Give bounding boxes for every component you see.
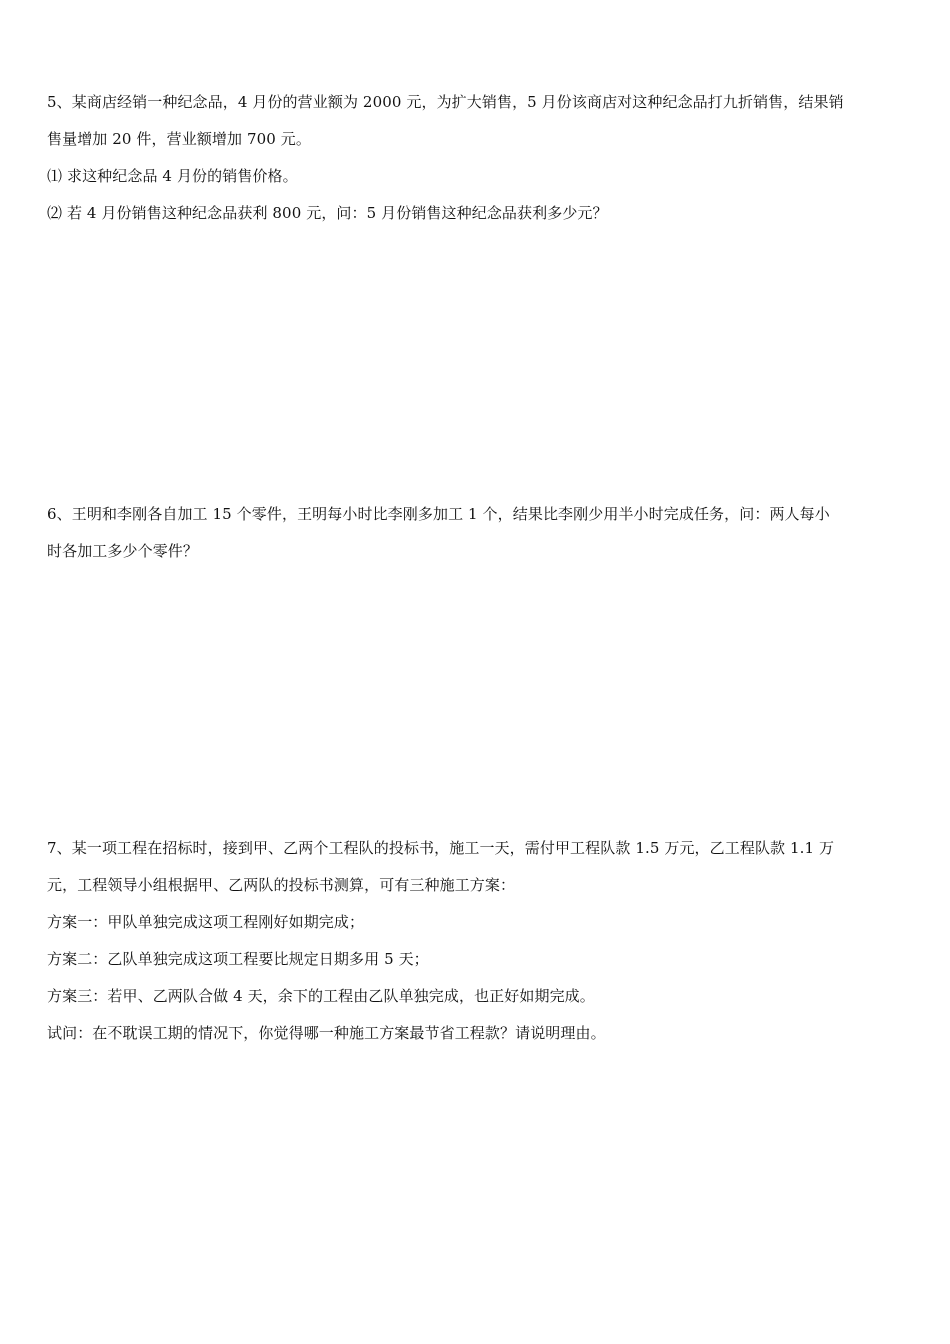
- problem-6: [47, 496, 907, 570]
- problem-5: [47, 84, 907, 232]
- problem-7-plan-3: 方案三：若甲、乙两队合做 4 天，余下的工程由乙队单独完成，也正好如期完成。: [47, 987, 595, 1005]
- problem-7: [47, 830, 907, 1052]
- problem-7-line-1: 7、某一项工程在招标时，接到甲、乙两个工程队的投标书，施工一天，需付甲工程队款 1.5 万元，乙工程队款 1.1 万: [47, 839, 835, 857]
- problem-5-part-2: ⑵ 若 4 月份销售这种纪念品获利 800 元，问：5 月份销售这种纪念品获利多少元？: [47, 204, 608, 222]
- problem-6-line-1: 6、王明和李刚各自加工 15 个零件，王明每小时比李刚多加工 1 个，结果比李刚少用半小时完成任务，问：两人每小: [47, 505, 830, 523]
- problem-7-line-2: 元，工程领导小组根据甲、乙两队的投标书测算，可有三种施工方案：: [47, 876, 516, 894]
- problem-7-plan-2: 方案二：乙队单独完成这项工程要比规定日期多用 5 天；: [47, 950, 429, 968]
- problem-7-plan-1: 方案一：甲队单独完成这项工程刚好如期完成；: [47, 913, 365, 931]
- problem-6-line-2: 时各加工多少个零件？: [47, 542, 199, 560]
- problem-5-part-1: ⑴ 求这种纪念品 4 月份的销售价格。: [47, 167, 298, 185]
- problem-5-line-2: 售量增加 20 件，营业额增加 700 元。: [47, 130, 311, 148]
- problem-5-line-1: 5、某商店经销一种纪念品，4 月份的营业额为 2000 元，为扩大销售，5 月份该商店对这种纪念品打九折销售，结果销: [47, 93, 844, 111]
- problem-7-question: 试问：在不耽误工期的情况下，你觉得哪一种施工方案最节省工程款？请说明理由。: [47, 1024, 606, 1042]
